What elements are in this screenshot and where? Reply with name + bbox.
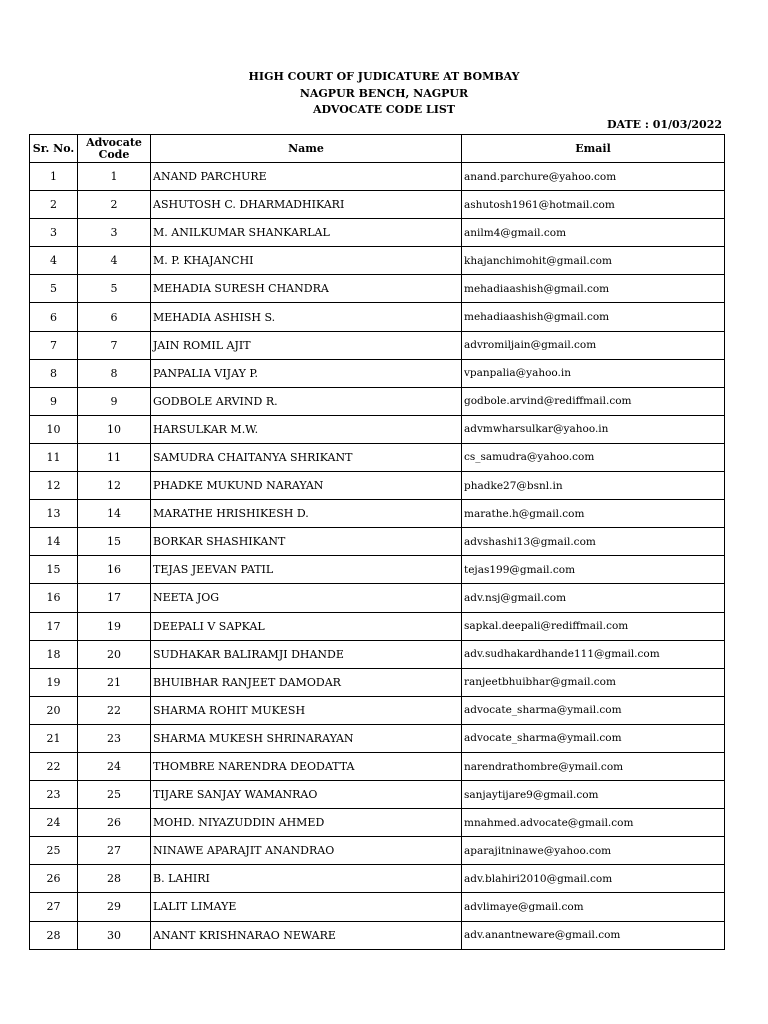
table-row <box>30 275 725 303</box>
email-cell: ranjeetbhuibhar@gmail.com <box>462 668 725 696</box>
table-row <box>30 668 725 696</box>
sr-no-cell: 25 <box>30 837 78 865</box>
email-cell: adv.anantneware@gmail.com <box>462 921 725 949</box>
name-cell: SAMUDRA CHAITANYA SHRIKANT <box>151 443 462 471</box>
advocate-code-cell: 14 <box>78 500 151 528</box>
advocate-code-cell: 24 <box>78 752 151 780</box>
name-cell: TIJARE SANJAY WAMANRAO <box>151 781 462 809</box>
advocate-code-cell: 30 <box>78 921 151 949</box>
email-cell: cs_samudra@yahoo.com <box>462 443 725 471</box>
table-header-row <box>30 135 725 163</box>
advocate-code-cell: 27 <box>78 837 151 865</box>
name-cell: NINAWE APARAJIT ANANDRAO <box>151 837 462 865</box>
advocate-code-cell: 10 <box>78 415 151 443</box>
table-row <box>30 415 725 443</box>
advocate-code-cell: 16 <box>78 556 151 584</box>
sr-no-cell: 27 <box>30 893 78 921</box>
list-title: ADVOCATE CODE LIST <box>313 103 455 116</box>
table-row <box>30 809 725 837</box>
advocate-code-cell: 23 <box>78 724 151 752</box>
email-cell: adv.blahiri2010@gmail.com <box>462 865 725 893</box>
sr-no-cell: 20 <box>30 696 78 724</box>
sr-no-cell: 18 <box>30 640 78 668</box>
email-cell: anilm4@gmail.com <box>462 219 725 247</box>
table-row <box>30 191 725 219</box>
email-cell: phadke27@bsnl.in <box>462 472 725 500</box>
table-body <box>30 163 725 950</box>
advocate-code-cell: 19 <box>78 612 151 640</box>
table-row <box>30 387 725 415</box>
sr-no-cell: 11 <box>30 443 78 471</box>
email-cell: narendrathombre@ymail.com <box>462 752 725 780</box>
sr-no-cell: 6 <box>30 303 78 331</box>
email-cell: adv.sudhakardhande111@gmail.com <box>462 640 725 668</box>
sr-no-cell: 3 <box>30 219 78 247</box>
table-row <box>30 163 725 191</box>
advocate-code-cell: 22 <box>78 696 151 724</box>
sr-no-cell: 4 <box>30 247 78 275</box>
email-cell: mehadiaashish@gmail.com <box>462 303 725 331</box>
sr-no-cell: 13 <box>30 500 78 528</box>
table-row <box>30 921 725 949</box>
email-cell: sapkal.deepali@rediffmail.com <box>462 612 725 640</box>
email-cell: advocate_sharma@ymail.com <box>462 696 725 724</box>
email-cell: advocate_sharma@ymail.com <box>462 724 725 752</box>
advocate-code-cell: 28 <box>78 865 151 893</box>
advocate-code-table <box>29 134 725 950</box>
name-cell: M. P. KHAJANCHI <box>151 247 462 275</box>
table-row <box>30 528 725 556</box>
name-cell: NEETA JOG <box>151 584 462 612</box>
name-cell: B. LAHIRI <box>151 865 462 893</box>
table-row <box>30 556 725 584</box>
sr-no-cell: 17 <box>30 612 78 640</box>
sr-no-cell: 10 <box>30 415 78 443</box>
table-row <box>30 247 725 275</box>
advocate-code-cell: 29 <box>78 893 151 921</box>
sr-no-cell: 12 <box>30 472 78 500</box>
advocate-code-cell: 20 <box>78 640 151 668</box>
table-row <box>30 781 725 809</box>
advocate-code-cell: 25 <box>78 781 151 809</box>
name-cell: SHARMA ROHIT MUKESH <box>151 696 462 724</box>
email-cell: vpanpalia@yahoo.in <box>462 359 725 387</box>
email-cell: aparajitninawe@yahoo.com <box>462 837 725 865</box>
table-row <box>30 752 725 780</box>
table-row <box>30 219 725 247</box>
sr-no-cell: 2 <box>30 191 78 219</box>
advocate-code-cell: 5 <box>78 275 151 303</box>
advocate-code-cell: 1 <box>78 163 151 191</box>
table-row <box>30 359 725 387</box>
table-row <box>30 696 725 724</box>
table-row <box>30 584 725 612</box>
column-header-email: Email <box>462 135 725 163</box>
column-header-sr-no: Sr. No. <box>30 135 78 163</box>
email-cell: advromiljain@gmail.com <box>462 331 725 359</box>
table-row <box>30 893 725 921</box>
advocate-code-cell: 21 <box>78 668 151 696</box>
advocate-code-cell: 15 <box>78 528 151 556</box>
sr-no-cell: 14 <box>30 528 78 556</box>
email-cell: godbole.arvind@rediffmail.com <box>462 387 725 415</box>
column-header-name: Name <box>151 135 462 163</box>
name-cell: PHADKE MUKUND NARAYAN <box>151 472 462 500</box>
name-cell: MOHD. NIYAZUDDIN AHMED <box>151 809 462 837</box>
email-cell: mehadiaashish@gmail.com <box>462 275 725 303</box>
name-cell: ANAND PARCHURE <box>151 163 462 191</box>
email-cell: adv.nsj@gmail.com <box>462 584 725 612</box>
sr-no-cell: 8 <box>30 359 78 387</box>
email-cell: tejas199@gmail.com <box>462 556 725 584</box>
advocate-code-cell: 8 <box>78 359 151 387</box>
advocate-code-cell: 3 <box>78 219 151 247</box>
email-cell: sanjaytijare9@gmail.com <box>462 781 725 809</box>
sr-no-cell: 5 <box>30 275 78 303</box>
email-cell: mnahmed.advocate@gmail.com <box>462 809 725 837</box>
table-row <box>30 612 725 640</box>
advocate-code-cell: 6 <box>78 303 151 331</box>
name-cell: MEHADIA SURESH CHANDRA <box>151 275 462 303</box>
sr-no-cell: 24 <box>30 809 78 837</box>
name-cell: TEJAS JEEVAN PATIL <box>151 556 462 584</box>
sr-no-cell: 15 <box>30 556 78 584</box>
sr-no-cell: 22 <box>30 752 78 780</box>
name-cell: SHARMA MUKESH SHRINARAYAN <box>151 724 462 752</box>
table-row <box>30 443 725 471</box>
table-row <box>30 331 725 359</box>
name-cell: ASHUTOSH C. DHARMADHIKARI <box>151 191 462 219</box>
name-cell: GODBOLE ARVIND R. <box>151 387 462 415</box>
sr-no-cell: 21 <box>30 724 78 752</box>
name-cell: BHUIBHAR RANJEET DAMODAR <box>151 668 462 696</box>
name-cell: M. ANILKUMAR SHANKARLAL <box>151 219 462 247</box>
email-cell: advlimaye@gmail.com <box>462 893 725 921</box>
document-date: DATE : 01/03/2022 <box>606 118 722 131</box>
email-cell: advshashi13@gmail.com <box>462 528 725 556</box>
email-cell: ashutosh1961@hotmail.com <box>462 191 725 219</box>
table-row <box>30 837 725 865</box>
name-cell: PANPALIA VIJAY P. <box>151 359 462 387</box>
sr-no-cell: 1 <box>30 163 78 191</box>
table-row <box>30 500 725 528</box>
advocate-code-cell: 9 <box>78 387 151 415</box>
email-cell: advmwharsulkar@yahoo.in <box>462 415 725 443</box>
advocate-code-cell: 7 <box>78 331 151 359</box>
sr-no-cell: 16 <box>30 584 78 612</box>
email-cell: khajanchimohit@gmail.com <box>462 247 725 275</box>
table-row <box>30 724 725 752</box>
name-cell: HARSULKAR M.W. <box>151 415 462 443</box>
name-cell: BORKAR SHASHIKANT <box>151 528 462 556</box>
sr-no-cell: 28 <box>30 921 78 949</box>
column-header-advocate-code: Advocate Code <box>78 135 151 163</box>
advocate-code-cell: 2 <box>78 191 151 219</box>
name-cell: MARATHE HRISHIKESH D. <box>151 500 462 528</box>
table-row <box>30 865 725 893</box>
table-row <box>30 640 725 668</box>
advocate-code-cell: 17 <box>78 584 151 612</box>
name-cell: ANANT KRISHNARAO NEWARE <box>151 921 462 949</box>
court-title: HIGH COURT OF JUDICATURE AT BOMBAY <box>248 70 520 83</box>
name-cell: JAIN ROMIL AJIT <box>151 331 462 359</box>
bench-title: NAGPUR BENCH, NAGPUR <box>299 87 469 100</box>
email-cell: marathe.h@gmail.com <box>462 500 725 528</box>
sr-no-cell: 23 <box>30 781 78 809</box>
name-cell: MEHADIA ASHISH S. <box>151 303 462 331</box>
sr-no-cell: 26 <box>30 865 78 893</box>
advocate-code-cell: 11 <box>78 443 151 471</box>
table-row <box>30 472 725 500</box>
name-cell: DEEPALI V SAPKAL <box>151 612 462 640</box>
advocate-code-cell: 4 <box>78 247 151 275</box>
sr-no-cell: 7 <box>30 331 78 359</box>
email-cell: anand.parchure@yahoo.com <box>462 163 725 191</box>
sr-no-cell: 9 <box>30 387 78 415</box>
name-cell: LALIT LIMAYE <box>151 893 462 921</box>
table-row <box>30 303 725 331</box>
sr-no-cell: 19 <box>30 668 78 696</box>
advocate-code-cell: 12 <box>78 472 151 500</box>
name-cell: THOMBRE NARENDRA DEODATTA <box>151 752 462 780</box>
advocate-code-cell: 26 <box>78 809 151 837</box>
name-cell: SUDHAKAR BALIRAMJI DHANDE <box>151 640 462 668</box>
